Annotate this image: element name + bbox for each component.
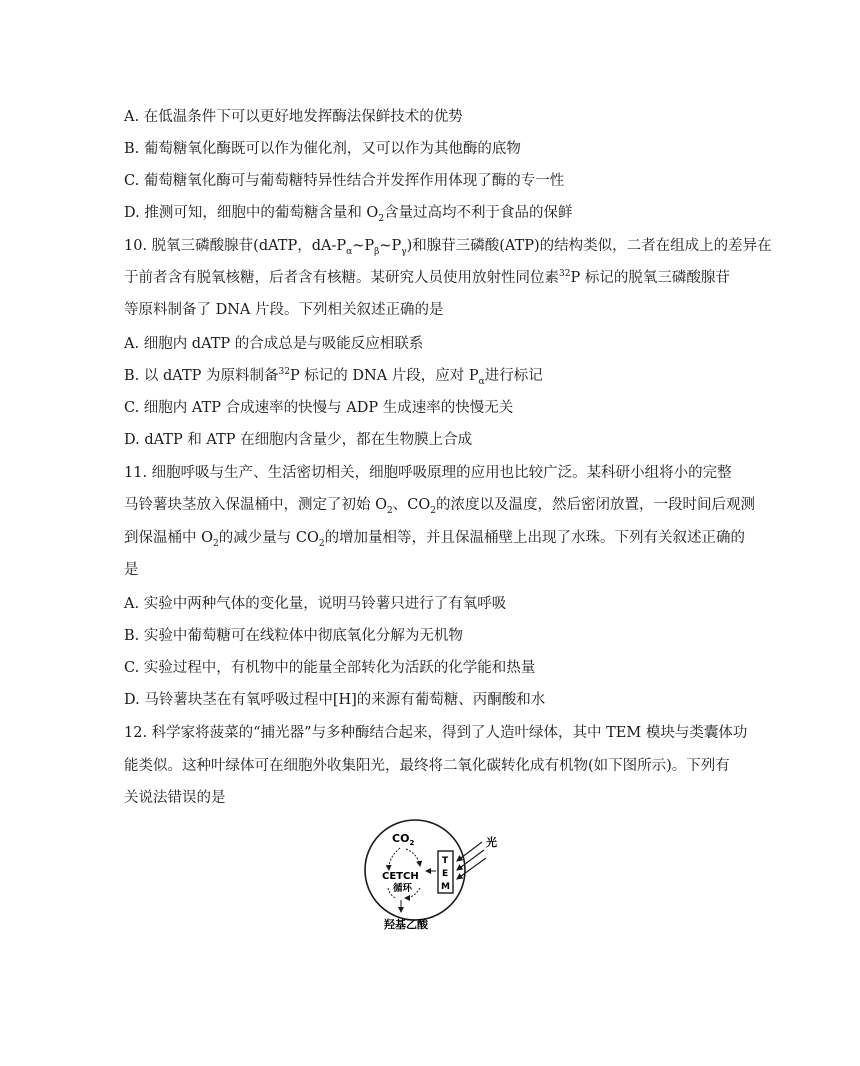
q10-l1-sub-beta: β <box>374 246 380 257</box>
q11-l3-sub-1: 2 <box>213 538 219 549</box>
q10-l1-b: ~P <box>352 238 375 254</box>
q10-option-a-text: A. 细胞内 dATP 的合成总是与吸能反应相联系 <box>124 336 424 352</box>
q10-b-b: P 标记的 DNA 片段，应对 P <box>289 368 479 384</box>
q11-l3-b: 的减少量与 CO <box>218 530 319 546</box>
q12-stem-line-2 <box>124 756 730 776</box>
cycle-arrow-right <box>406 849 420 866</box>
q11-l3-c: 的增加量相等，并且保温桶壁上出现了水珠。下列有关叙述正确的 <box>324 530 746 546</box>
q9-option-b <box>124 139 521 159</box>
cycle-label: 循环 <box>393 883 413 894</box>
q11-option-b <box>124 626 463 646</box>
q11-l4-text: 是 <box>124 562 139 578</box>
q10-option-c <box>124 398 513 418</box>
light-ray-3 <box>457 858 486 879</box>
q11-l2-a: 马铃薯块茎放入保温桶中，测定了初始 O <box>124 497 387 513</box>
q9-d-subscript: 2 <box>378 213 385 224</box>
q11-option-d-text: D. 马铃薯块茎在有氧呼吸过程中[H]的来源有葡萄糖、丙酮酸和水 <box>124 692 546 708</box>
q10-b-subscript: α <box>478 376 485 387</box>
cetch-label: CETCH <box>382 871 419 882</box>
q10-l1-sub-gamma: γ <box>401 246 407 257</box>
figure-svg <box>358 818 508 934</box>
q12-l2-text: 能类似。这种叶绿体可在细胞外收集阳光，最终将二氧化碳转化成有机物(如下图所示)。下列有 <box>124 758 730 774</box>
q11-option-c-text: C. 实验过程中，有机物中的能量全部转化为活跃的化学能和热量 <box>124 660 536 676</box>
q11-stem-line-2 <box>124 495 755 515</box>
q10-stem-line-1 <box>124 236 772 256</box>
q11-option-d <box>124 690 545 710</box>
q11-option-a-text: A. 实验中两种气体的变化量，说明马铃薯只进行了有氧呼吸 <box>124 596 507 612</box>
q11-stem-line-1 <box>124 463 732 483</box>
q10-l2-a: 于前者含有脱氧核糖，后者含有核糖。某研究人员使用放射性同位素 <box>124 270 559 286</box>
q10-option-d-text: D. dATP 和 ATP 在细胞内含量少，都在生物膜上合成 <box>124 432 473 448</box>
artificial-chloroplast-figure <box>358 818 508 934</box>
tem-letter-t: T <box>442 856 449 866</box>
q10-l3-text: 等原料制备了 DNA 片段。下列相关叙述正确的是 <box>124 302 444 318</box>
q12-stem-line-1 <box>124 723 747 743</box>
q10-l1-a: 10. 脱氧三磷酸腺苷(dATP，dA-P <box>124 238 347 254</box>
q10-l1-c: ~P <box>379 238 402 254</box>
q9-d-text-2: 含量过高均不利于食品的保鲜 <box>384 205 573 221</box>
q11-option-a <box>124 594 506 614</box>
q10-l1-sub-alpha: α <box>346 246 353 257</box>
q9-d-text-1: D. 推测可知，细胞中的葡萄糖含量和 O <box>124 205 379 221</box>
q10-b-c: 进行标记 <box>484 368 543 384</box>
q11-l2-b: 、CO <box>392 497 431 513</box>
glycolate-label: 羟基乙酸 <box>384 918 428 931</box>
q10-option-a <box>124 334 423 354</box>
q11-l2-sub-1: 2 <box>387 505 393 516</box>
q11-l2-sub-2: 2 <box>430 505 436 516</box>
light-ray-2 <box>457 850 484 870</box>
q9-option-a-text: A. 在低温条件下可以更好地发挥酶法保鲜技术的优势 <box>124 109 463 125</box>
q10-l2-superscript: 32 <box>559 269 571 280</box>
q12-l1-text: 12. 科学家将菠菜的“捕光器”与多种酶结合起来，得到了人造叶绿体，其中 TEM 模块与类囊体功 <box>124 725 748 741</box>
tem-letter-e: E <box>442 869 449 879</box>
q10-option-c-text: C. 细胞内 ATP 合成速率的快慢与 ADP 生成速率的快慢无关 <box>124 400 514 416</box>
q10-b-superscript: 32 <box>278 367 290 378</box>
q9-option-d <box>124 203 573 223</box>
q11-l2-c: 的浓度以及温度，然后密闭放置，一段时间后观测 <box>435 497 755 513</box>
q9-option-a <box>124 107 463 127</box>
q10-stem-line-3 <box>124 300 444 320</box>
q10-l1-d: )和腺苷三磷酸(ATP)的结构类似，二者在组成上的差异在 <box>406 238 772 254</box>
q12-l3-text: 关说法错误的是 <box>124 790 226 806</box>
q10-option-d <box>124 430 472 450</box>
q10-option-b <box>124 366 543 386</box>
q11-l3-a: 到保温桶中 O <box>124 530 213 546</box>
q9-option-b-text: B. 葡萄糖氧化酶既可以作为催化剂，又可以作为其他酶的底物 <box>124 141 521 157</box>
q10-stem-line-2 <box>124 268 730 288</box>
q11-l1-text: 11. 细胞呼吸与生产、生活密切相关，细胞呼吸原理的应用也比较广泛。某科研小组将小的完整 <box>124 465 732 481</box>
q11-option-b-text: B. 实验中葡萄糖可在线粒体中彻底氧化分解为无机物 <box>124 628 463 644</box>
q11-stem-line-4 <box>124 560 139 580</box>
q11-option-c <box>124 658 535 678</box>
q11-stem-line-3 <box>124 528 745 548</box>
cycle-arrow-left <box>389 848 400 870</box>
q9-option-c-text: C. 葡萄糖氧化酶可与葡萄糖特异性结合并发挥作用体现了酶的专一性 <box>124 173 565 189</box>
q10-b-a: B. 以 dATP 为原料制备 <box>124 368 279 384</box>
light-label: 光 <box>486 836 497 849</box>
tem-letter-m: M <box>441 882 450 892</box>
q9-option-c <box>124 171 564 191</box>
q10-l2-b: P 标记的脱氧三磷酸腺苷 <box>570 270 730 286</box>
q12-stem-line-3 <box>124 788 226 808</box>
co2-label: $CO_2$ <box>392 832 415 847</box>
q11-l3-sub-2: 2 <box>318 538 325 549</box>
